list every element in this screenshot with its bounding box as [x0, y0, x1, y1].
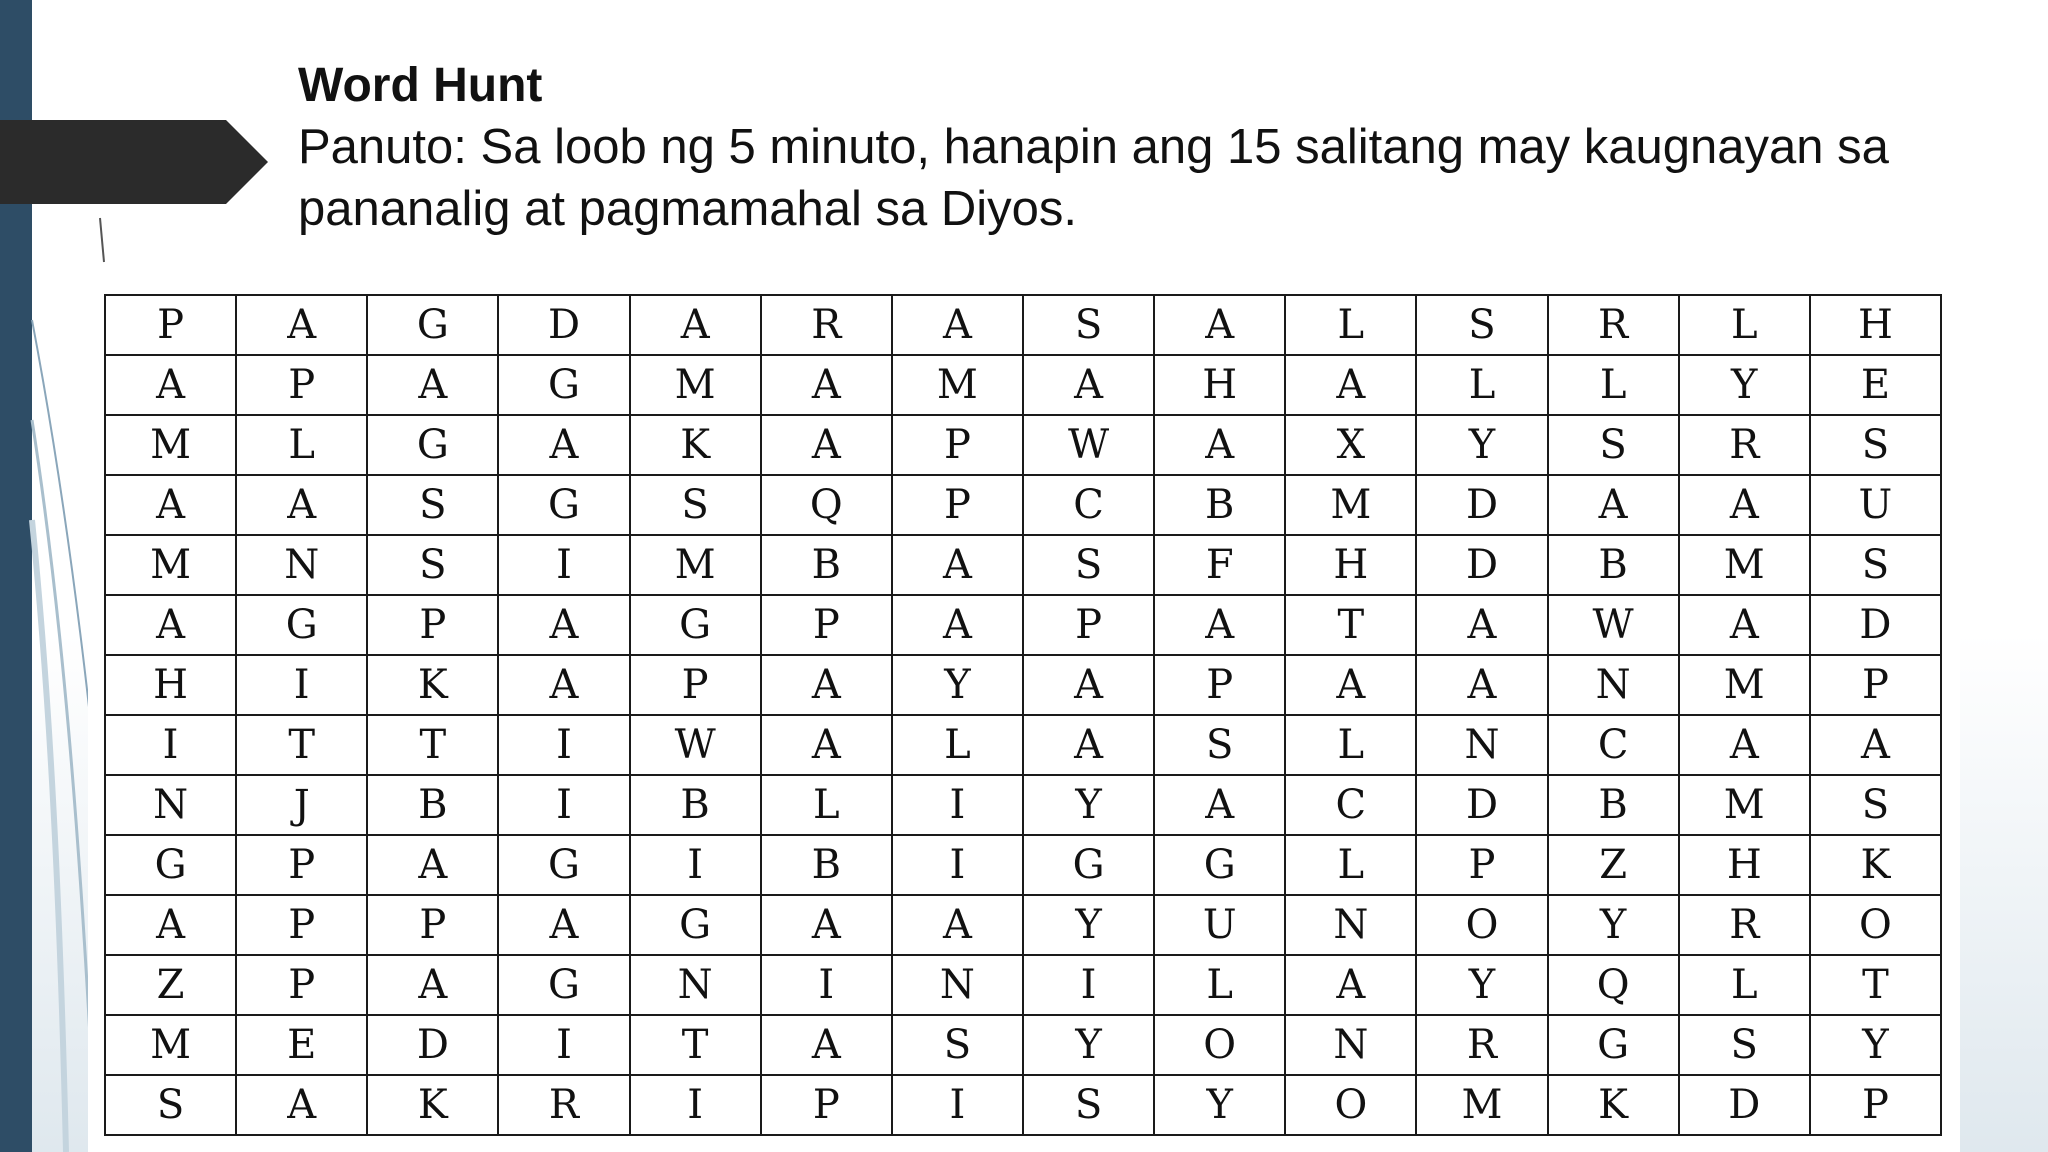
grid-cell[interactable]: R [761, 295, 892, 355]
grid-cell[interactable]: N [892, 955, 1023, 1015]
grid-cell[interactable]: S [367, 535, 498, 595]
grid-cell[interactable]: S [1416, 295, 1547, 355]
grid-cell[interactable]: Y [1023, 1015, 1154, 1075]
grid-cell[interactable]: P [236, 355, 367, 415]
grid-cell[interactable]: P [1810, 655, 1941, 715]
grid-cell[interactable]: X [1285, 415, 1416, 475]
grid-cell[interactable]: G [1023, 835, 1154, 895]
grid-cell[interactable]: Y [1023, 895, 1154, 955]
grid-cell[interactable]: S [1810, 775, 1941, 835]
grid-cell[interactable]: A [105, 595, 236, 655]
grid-cell[interactable]: S [1810, 535, 1941, 595]
grid-cell[interactable]: E [236, 1015, 367, 1075]
grid-row [105, 655, 1941, 715]
grid-cell[interactable]: A [1810, 715, 1941, 775]
grid-cell[interactable]: Y [892, 655, 1023, 715]
grid-cell[interactable]: A [892, 535, 1023, 595]
grid-cell[interactable]: L [1285, 295, 1416, 355]
grid-cell[interactable]: S [367, 475, 498, 535]
grid-cell[interactable]: S [892, 1015, 1023, 1075]
grid-cell[interactable]: L [1285, 715, 1416, 775]
grid-cell[interactable]: M [1285, 475, 1416, 535]
grid-cell[interactable]: G [630, 895, 761, 955]
grid-cell[interactable]: B [1548, 535, 1679, 595]
grid-cell[interactable]: S [105, 1075, 236, 1135]
grid-cell[interactable]: P [1023, 595, 1154, 655]
grid-cell[interactable]: G [498, 955, 629, 1015]
grid-cell[interactable]: B [1548, 775, 1679, 835]
grid-cell[interactable]: J [236, 775, 367, 835]
grid-cell[interactable]: P [892, 415, 1023, 475]
grid-cell[interactable]: D [1810, 595, 1941, 655]
grid-cell[interactable]: N [105, 775, 236, 835]
grid-cell[interactable]: A [367, 955, 498, 1015]
grid-cell[interactable]: S [1548, 415, 1679, 475]
grid-cell[interactable]: N [1416, 715, 1547, 775]
grid-cell[interactable]: A [1548, 475, 1679, 535]
grid-cell[interactable]: A [498, 595, 629, 655]
grid-row [105, 1015, 1941, 1075]
grid-cell[interactable]: L [1285, 835, 1416, 895]
grid-cell[interactable]: Q [761, 475, 892, 535]
grid-cell[interactable]: A [761, 415, 892, 475]
grid-cell[interactable]: M [105, 1015, 236, 1075]
grid-row [105, 715, 1941, 775]
grid-cell[interactable]: O [1285, 1075, 1416, 1135]
grid-cell[interactable]: P [1416, 835, 1547, 895]
grid-cell[interactable]: A [1416, 655, 1547, 715]
grid-cell[interactable]: Q [1548, 955, 1679, 1015]
grid-cell[interactable]: A [761, 895, 892, 955]
grid-cell[interactable]: W [630, 715, 761, 775]
grid-cell[interactable]: A [1154, 295, 1285, 355]
grid-cell[interactable]: A [236, 295, 367, 355]
grid-cell[interactable]: A [498, 895, 629, 955]
grid-cell[interactable]: D [1416, 775, 1547, 835]
grid-row [105, 355, 1941, 415]
grid-row [105, 775, 1941, 835]
grid-cell[interactable]: G [498, 355, 629, 415]
grid-cell[interactable]: B [630, 775, 761, 835]
grid-cell[interactable]: S [1154, 715, 1285, 775]
grid-row [105, 1075, 1941, 1135]
grid-cell[interactable]: A [1285, 955, 1416, 1015]
grid-cell[interactable]: G [367, 295, 498, 355]
grid-cell[interactable]: P [367, 595, 498, 655]
grid-cell[interactable]: H [1679, 835, 1810, 895]
grid-cell[interactable]: A [1679, 595, 1810, 655]
grid-cell[interactable]: L [1679, 295, 1810, 355]
grid-cell[interactable]: G [1548, 1015, 1679, 1075]
grid-cell[interactable]: A [498, 415, 629, 475]
grid-cell[interactable]: I [498, 535, 629, 595]
grid-cell[interactable]: Y [1810, 1015, 1941, 1075]
grid-cell[interactable]: A [105, 895, 236, 955]
grid-cell[interactable]: M [1679, 535, 1810, 595]
grid-cell[interactable]: A [498, 655, 629, 715]
grid-cell[interactable]: U [1810, 475, 1941, 535]
arrow-tab-shape [0, 120, 268, 204]
grid-cell[interactable]: P [236, 955, 367, 1015]
grid-cell[interactable]: L [892, 715, 1023, 775]
grid-cell[interactable]: A [892, 295, 1023, 355]
grid-row [105, 955, 1941, 1015]
grid-cell[interactable]: E [1810, 355, 1941, 415]
grid-cell[interactable]: T [367, 715, 498, 775]
grid-cell[interactable]: D [1679, 1075, 1810, 1135]
grid-cell[interactable]: Y [1154, 1075, 1285, 1135]
grid-cell[interactable]: R [1416, 1015, 1547, 1075]
grid-cell[interactable]: N [1285, 895, 1416, 955]
grid-cell[interactable]: H [105, 655, 236, 715]
grid-cell[interactable]: A [367, 355, 498, 415]
grid-cell[interactable]: K [1548, 1075, 1679, 1135]
grid-cell[interactable]: C [1548, 715, 1679, 775]
grid-cell[interactable]: P [761, 1075, 892, 1135]
grid-cell[interactable]: L [1679, 955, 1810, 1015]
grid-cell[interactable]: M [1416, 1075, 1547, 1135]
grid-row [105, 295, 1941, 355]
grid-cell[interactable]: I [630, 1075, 761, 1135]
grid-cell[interactable]: A [236, 1075, 367, 1135]
grid-row [105, 835, 1941, 895]
grid-cell[interactable]: K [367, 655, 498, 715]
grid-cell[interactable]: K [630, 415, 761, 475]
grid-cell[interactable]: L [761, 775, 892, 835]
grid-cell[interactable]: M [105, 535, 236, 595]
grid-cell[interactable]: D [1416, 535, 1547, 595]
grid-cell[interactable]: G [630, 595, 761, 655]
grid-cell[interactable]: W [1548, 595, 1679, 655]
grid-cell[interactable]: P [1810, 1075, 1941, 1135]
grid-cell[interactable]: D [367, 1015, 498, 1075]
grid-cell[interactable]: I [498, 1015, 629, 1075]
grid-cell[interactable]: A [1285, 655, 1416, 715]
grid-cell[interactable]: P [630, 655, 761, 715]
grid-cell[interactable]: U [1154, 895, 1285, 955]
grid-cell[interactable]: S [630, 475, 761, 535]
grid-cell[interactable]: Y [1679, 355, 1810, 415]
grid-cell[interactable]: T [1285, 595, 1416, 655]
grid-cell[interactable]: H [1154, 355, 1285, 415]
grid-cell[interactable]: A [236, 475, 367, 535]
grid-cell[interactable]: A [1154, 775, 1285, 835]
grid-cell[interactable]: Z [105, 955, 236, 1015]
grid-cell[interactable]: N [1285, 1015, 1416, 1075]
grid-cell[interactable]: K [1810, 835, 1941, 895]
grid-cell[interactable]: A [1285, 355, 1416, 415]
grid-cell[interactable]: H [1810, 295, 1941, 355]
grid-cell[interactable]: B [1154, 475, 1285, 535]
grid-row [105, 895, 1941, 955]
grid-cell[interactable]: A [630, 295, 761, 355]
grid-cell[interactable]: B [367, 775, 498, 835]
grid-cell[interactable]: S [1023, 535, 1154, 595]
grid-cell[interactable]: S [1810, 415, 1941, 475]
grid-cell[interactable]: I [105, 715, 236, 775]
grid-cell[interactable]: D [498, 295, 629, 355]
grid-cell[interactable]: T [630, 1015, 761, 1075]
grid-cell[interactable]: Z [1548, 835, 1679, 895]
grid-cell[interactable]: A [1023, 355, 1154, 415]
grid-cell[interactable]: A [1416, 595, 1547, 655]
grid-cell[interactable]: S [1023, 295, 1154, 355]
grid-cell[interactable]: C [1023, 475, 1154, 535]
grid-cell[interactable]: A [761, 355, 892, 415]
grid-cell[interactable]: K [367, 1075, 498, 1135]
grid-cell[interactable]: G [105, 835, 236, 895]
grid-cell[interactable]: A [1679, 715, 1810, 775]
grid-cell[interactable]: G [498, 835, 629, 895]
grid-cell[interactable]: N [236, 535, 367, 595]
grid-cell[interactable]: R [498, 1075, 629, 1135]
grid-cell[interactable]: A [1679, 475, 1810, 535]
grid-cell[interactable]: M [1679, 775, 1810, 835]
grid-cell[interactable]: A [105, 475, 236, 535]
grid-cell[interactable]: A [1154, 415, 1285, 475]
grid-cell[interactable]: A [892, 595, 1023, 655]
grid-cell[interactable]: D [1416, 475, 1547, 535]
grid-cell[interactable]: G [367, 415, 498, 475]
grid-cell[interactable]: H [1285, 535, 1416, 595]
grid-cell[interactable]: A [1023, 655, 1154, 715]
grid-cell[interactable]: O [1416, 895, 1547, 955]
grid-row [105, 595, 1941, 655]
grid-cell[interactable]: P [367, 895, 498, 955]
grid-cell[interactable]: A [1154, 595, 1285, 655]
grid-cell[interactable]: A [1023, 715, 1154, 775]
grid-cell[interactable]: Y [1548, 895, 1679, 955]
grid-cell[interactable]: I [1023, 955, 1154, 1015]
grid-cell[interactable]: R [1679, 415, 1810, 475]
grid-cell[interactable]: A [761, 715, 892, 775]
grid-cell[interactable]: M [105, 415, 236, 475]
grid-cell[interactable]: Y [1023, 775, 1154, 835]
word-hunt-grid [104, 294, 1942, 1136]
grid-cell[interactable]: I [630, 835, 761, 895]
grid-cell[interactable]: A [761, 655, 892, 715]
grid-cell[interactable]: P [236, 895, 367, 955]
grid-cell[interactable]: P [892, 475, 1023, 535]
grid-cell[interactable]: Y [1416, 415, 1547, 475]
grid-cell[interactable]: M [630, 535, 761, 595]
grid-cell[interactable]: C [1285, 775, 1416, 835]
grid-cell[interactable]: I [498, 715, 629, 775]
grid-cell[interactable]: M [892, 355, 1023, 415]
grid-cell[interactable]: P [1154, 655, 1285, 715]
grid-cell[interactable]: S [1679, 1015, 1810, 1075]
grid-cell[interactable]: B [761, 535, 892, 595]
grid-cell[interactable]: I [892, 835, 1023, 895]
grid-cell[interactable]: G [498, 475, 629, 535]
grid-cell[interactable]: P [236, 835, 367, 895]
grid-cell[interactable]: R [1548, 295, 1679, 355]
grid-cell[interactable]: O [1810, 895, 1941, 955]
slide-title: Word Hunt [298, 59, 543, 112]
grid-row [105, 535, 1941, 595]
grid-cell[interactable]: I [236, 655, 367, 715]
grid-cell[interactable]: N [630, 955, 761, 1015]
grid-cell[interactable]: I [892, 775, 1023, 835]
grid-cell[interactable]: L [1548, 355, 1679, 415]
grid-cell[interactable]: S [1023, 1075, 1154, 1135]
grid-cell[interactable]: F [1154, 535, 1285, 595]
grid-cell[interactable]: T [236, 715, 367, 775]
grid-cell[interactable]: I [892, 1075, 1023, 1135]
grid-cell[interactable]: B [761, 835, 892, 895]
grid-cell[interactable]: P [761, 595, 892, 655]
grid-cell[interactable]: T [1810, 955, 1941, 1015]
grid-cell[interactable]: M [1679, 655, 1810, 715]
grid-row [105, 415, 1941, 475]
grid-cell[interactable]: A [105, 355, 236, 415]
grid-cell[interactable]: I [498, 775, 629, 835]
grid-cell[interactable]: A [367, 835, 498, 895]
grid-cell[interactable]: G [1154, 835, 1285, 895]
slide-instruction: Panuto: Sa loob ng 5 minuto, hanapin ang 15 salitang may kaugnayan sa pananalig at pagmamahal sa Diyos. [298, 120, 1889, 236]
grid-cell[interactable]: Y [1416, 955, 1547, 1015]
grid-cell[interactable]: I [761, 955, 892, 1015]
grid-cell[interactable]: L [236, 415, 367, 475]
grid-cell[interactable]: L [1154, 955, 1285, 1015]
grid-cell[interactable]: M [630, 355, 761, 415]
grid-cell[interactable]: A [761, 1015, 892, 1075]
grid-cell[interactable]: W [1023, 415, 1154, 475]
grid-cell[interactable]: L [1416, 355, 1547, 415]
grid-cell[interactable]: N [1548, 655, 1679, 715]
grid-cell[interactable]: R [1679, 895, 1810, 955]
grid-row [105, 475, 1941, 535]
grid-cell[interactable]: P [105, 295, 236, 355]
grid-cell[interactable]: A [892, 895, 1023, 955]
grid-cell[interactable]: O [1154, 1015, 1285, 1075]
grid-cell[interactable]: G [236, 595, 367, 655]
